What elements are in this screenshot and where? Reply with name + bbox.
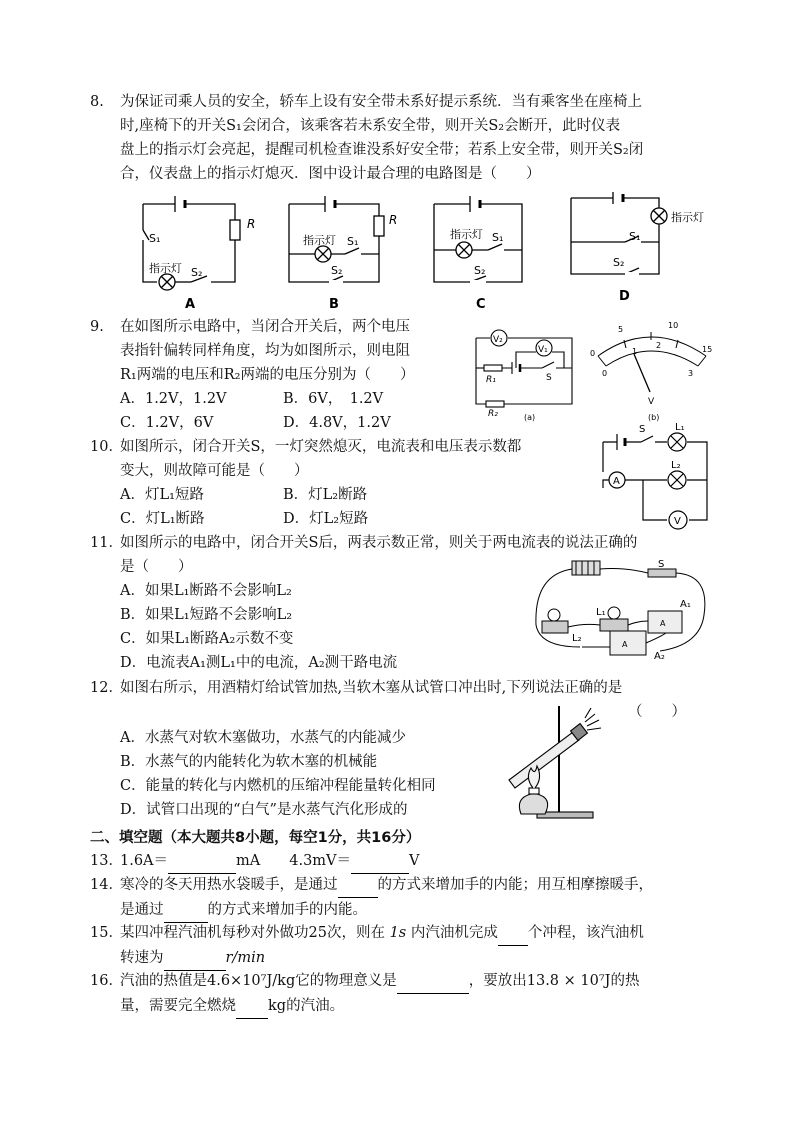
q8-line1: 为保证司乘人员的安全，轿车上设有安全带未系好提示系统．当有乘客坐在座椅上 [120, 94, 642, 110]
q10-option-d: D．灯L₂短路 [283, 511, 369, 527]
q9-circuit-a [472, 318, 587, 423]
q8c-s2-label: S₂ [474, 264, 486, 277]
q8-circuit-d [565, 192, 715, 310]
q16-number: 16． [90, 973, 123, 989]
q11-line2: 是（ ） [120, 559, 193, 575]
question-14 [90, 873, 730, 923]
q15-line1-seconds: 1s [389, 925, 407, 941]
q13-part2: mA 4.3mV＝ [236, 853, 352, 869]
q9-line2: 表指针偏转同样角度，均为如图所示，则电阻 [120, 343, 410, 359]
q16-line1b: ，要放出13.8 × 10⁷J的热 [468, 973, 640, 989]
q8-circuit-a [135, 192, 255, 310]
q9-number: 9. [90, 319, 104, 335]
q11-a2-label: A₂ [654, 651, 665, 662]
q8d-lamp-label: 指示灯 [671, 211, 704, 224]
q11-l2-label: L₂ [572, 633, 582, 644]
q13-part1: 1.6A＝ [120, 853, 169, 869]
q13-part3: V [409, 853, 420, 869]
q14-line1b: 的方式来增加手的内能；用互相摩擦暖手， [377, 877, 653, 893]
q10-line1: 如图所示，闭合开关S，一灯突然熄灭，电流表和电压表示数都 [120, 439, 522, 455]
q15-blank-1[interactable] [498, 921, 528, 946]
q11-a2-face: A [622, 640, 628, 649]
q10-s-label: S [639, 424, 646, 435]
section-2-title: 二、填空题（本大题共8小题，每空1分，共16分） [90, 830, 421, 846]
q8-circuit-c [430, 192, 530, 310]
q9-line3: R₁两端的电压和R₂两端的电压分别为（ ） [120, 367, 415, 383]
q15-line1b: 内汽油机完成 [410, 925, 498, 941]
q9a-r2-label: R₂ [488, 409, 498, 419]
q9a-v2-label: V₂ [493, 335, 503, 345]
q12-test-tube-apparatus [475, 702, 610, 822]
q8b-s2-label: S₂ [331, 264, 343, 277]
q9b-btick-3: 3 [688, 369, 694, 378]
question-8 [90, 90, 720, 186]
q10-option-c: C．灯L₁断路 [120, 511, 205, 527]
q10-option-b: B．灯L₂断路 [283, 487, 368, 503]
q9a-s-label: S [546, 373, 552, 383]
q11-a1-face: A [660, 619, 666, 628]
q8c-s1-label: S₁ [492, 231, 504, 244]
q9b-tick-10: 10 [668, 321, 679, 330]
q15-blank-2[interactable] [164, 946, 226, 971]
q10-line2: 变大，则故障可能是（ ） [120, 463, 309, 479]
q8-line3: 盘上的指示灯会亮起，提醒司机检查谁没系好安全带；若系上安全带，则开关S₂闭 [120, 142, 644, 158]
q12-option-a: A．水蒸气对软木塞做功，水蒸气的内能减少 [120, 730, 406, 746]
q13-blank-2[interactable] [351, 849, 409, 874]
q11-number: 11． [90, 535, 123, 551]
q10-circuit [595, 420, 715, 530]
q9-line1: 在如图所示电路中，当闭合开关后，两个电压 [120, 319, 410, 335]
q14-number: 14． [90, 877, 123, 893]
q10-number: 10． [90, 439, 123, 455]
q11-option-a: A．如果L₁断路不会影响L₂ [120, 583, 292, 599]
question-13 [90, 849, 420, 874]
q8-line2: 时,座椅下的开关S₁会闭合，该乘客若未系安全带，则开关S₂会断开，此时仪表 [120, 118, 621, 134]
q11-s-label: S [658, 559, 665, 570]
q13-blank-1[interactable] [168, 849, 236, 874]
q12-answer-paren: （ ） [628, 704, 686, 720]
q16-blank-2[interactable] [236, 994, 268, 1019]
q8d-s2-label: S₂ [613, 256, 625, 269]
q15-number: 15． [90, 925, 123, 941]
q9-voltmeter-dial [588, 318, 718, 423]
q12-option-b: B．水蒸气的内能转化为软木塞的机械能 [120, 754, 378, 770]
q9a-r1-label: R₁ [486, 375, 496, 385]
q14-line2a: 是通过 [120, 902, 164, 918]
q8b-r-label: R [389, 213, 398, 227]
q16-blank-1[interactable] [397, 969, 469, 994]
q8b-caption: B [329, 297, 339, 310]
q11-option-b: B．如果L₁短路不会影响L₂ [120, 607, 293, 623]
q9a-caption: (a) [524, 413, 536, 422]
q10-ammeter-label: A [613, 476, 620, 487]
q10-l1-label: L₁ [675, 422, 685, 433]
q8a-r-label: R [247, 217, 255, 231]
q8a-s1-label: S₁ [149, 232, 161, 245]
q13-number: 13． [90, 853, 123, 869]
q11-physical-circuit [520, 555, 720, 665]
question-16 [90, 969, 730, 1019]
q8-line4: 合，仪表盘上的指示灯熄灭．图中设计最合理的电路图是（ ） [120, 166, 541, 182]
q8a-s2-label: S₂ [191, 266, 203, 279]
q9b-tick-15: 15 [702, 345, 713, 354]
q9b-unit: V [648, 397, 655, 407]
q12-line1: 如图右所示，用酒精灯给试管加热,当软木塞从试管口冲出时,下列说法正确的是 [120, 680, 623, 696]
q8b-s1-label: S₁ [347, 235, 359, 248]
q9b-btick-2: 2 [656, 341, 662, 350]
q16-line2a: 量，需要完全燃烧 [120, 998, 236, 1014]
q8d-s1-label: S₁ [629, 230, 641, 243]
q9-option-c: C．1.2V，6V [120, 415, 214, 431]
q11-l1-label: L₁ [596, 607, 606, 618]
q10-voltmeter-label: V [674, 516, 681, 527]
q8c-lamp-label: 指示灯 [450, 228, 483, 241]
question-12 [90, 676, 720, 700]
q14-blank-2[interactable] [164, 898, 208, 923]
q8a-lamp-label: 指示灯 [149, 262, 182, 275]
question-10 [90, 435, 590, 483]
q9-option-a: A．1.2V，1.2V [120, 391, 227, 407]
q9a-v1-label: V₁ [538, 345, 548, 355]
q14-line1a: 寒冷的冬天用热水袋暖手，是通过 [120, 877, 338, 893]
q10-option-a: A．灯L₁短路 [120, 487, 204, 503]
q16-line2b: kg的汽油。 [268, 998, 345, 1014]
q8-number: 8. [90, 94, 104, 110]
q12-option-c: C．能量的转化与内燃机的压缩冲程能量转化相同 [120, 778, 436, 794]
q8b-lamp-label: 指示灯 [303, 234, 336, 247]
q8d-caption: D [619, 289, 630, 304]
q11-option-c: C．如果L₁断路A₂示数不变 [120, 631, 294, 647]
q10-l2-label: L₂ [671, 460, 681, 471]
q16-line1a: 汽油的热值是4.6×10⁷J/kg它的物理意义是 [120, 973, 397, 989]
q11-option-d: D．电流表A₁测L₁中的电流，A₂测干路电流 [120, 655, 398, 671]
q9b-btick-0: 0 [602, 369, 608, 378]
question-15 [90, 921, 730, 971]
question-9 [90, 315, 470, 387]
q9b-tick-5: 5 [618, 325, 624, 334]
q14-line2b: 的方式来增加手的内能。 [207, 902, 367, 918]
q9b-btick-1: 1 [632, 347, 638, 356]
q9b-tick-0: 0 [590, 349, 596, 358]
q15-line1a: 某四冲程汽油机每秒对外做功25次，则在 [120, 925, 385, 941]
q12-option-d: D．试管口出现的“白气”是水蒸气汽化形成的 [120, 802, 408, 818]
q15-line2a: 转速为 [120, 950, 164, 966]
q15-line1c: 个冲程，该汽油机 [527, 925, 644, 941]
q15-line2-unit: r/min [225, 950, 266, 966]
q9b-caption: (b) [648, 413, 660, 422]
q8c-caption: C [476, 297, 486, 310]
q14-blank-1[interactable] [338, 873, 378, 898]
q9-option-b: B．6V， 1.2V [283, 391, 384, 407]
q11-a1-label: A₁ [680, 599, 691, 610]
q8-circuit-b [285, 192, 400, 310]
q11-line1: 如图所示的电路中，闭合开关S后，两表示数正常，则关于两电流表的说法正确的 [120, 535, 638, 551]
q8a-caption: A [185, 297, 196, 310]
q9-option-d: D．4.8V，1.2V [283, 415, 391, 431]
q12-number: 12． [90, 680, 123, 696]
